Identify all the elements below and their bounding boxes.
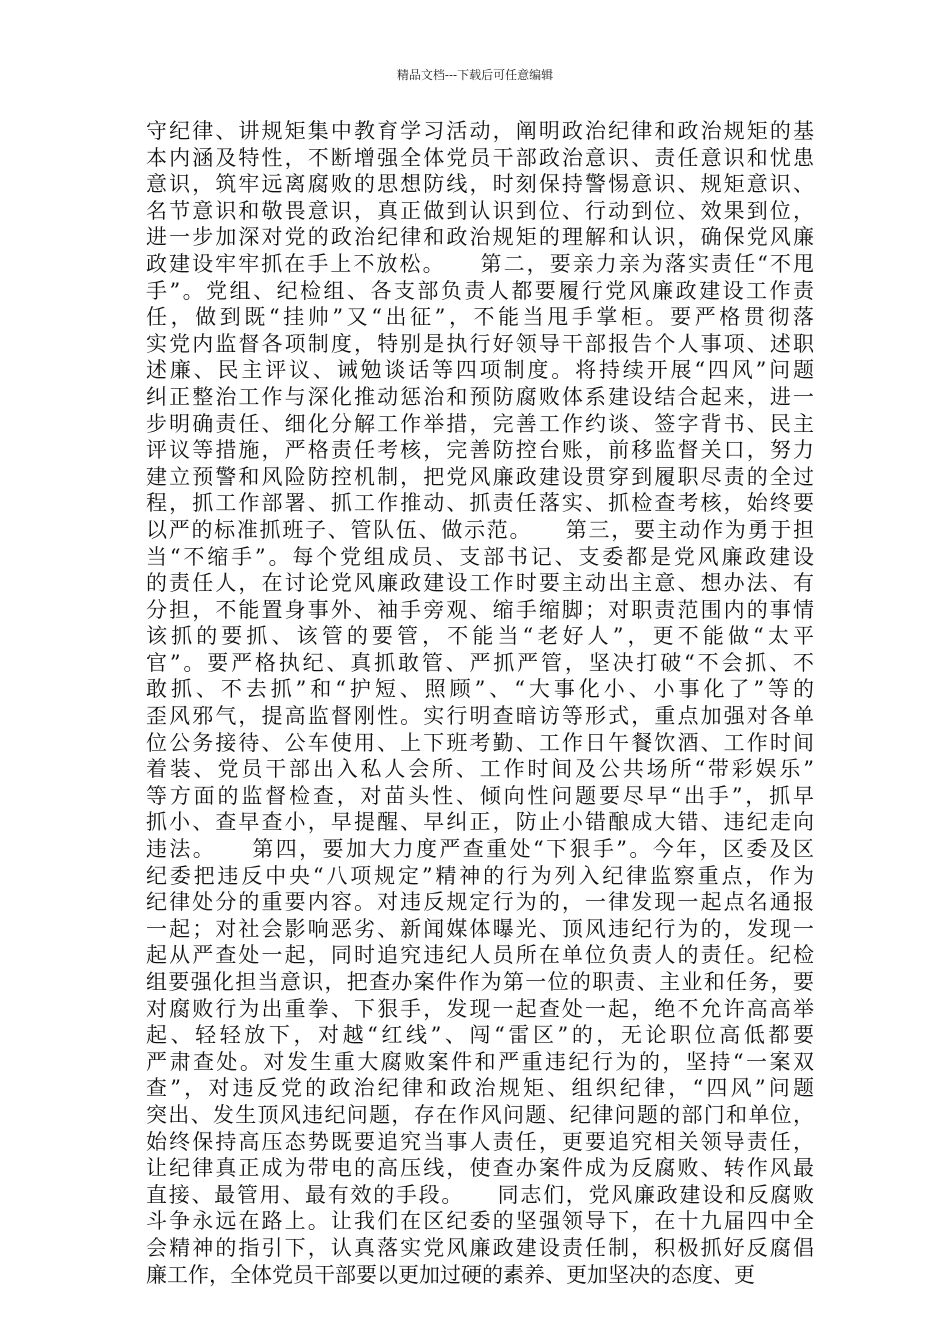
text-line: 当“不缩手”。每个党组成员、支部书记、支委都是党风廉政建设 — [146, 544, 814, 569]
text-line: 述廉、民主评议、诫勉谈话等四项制度。将持续开展“四风”问题 — [146, 358, 814, 383]
text-line: 位公务接待、公车使用、上下班考勤、工作日午餐饮酒、工作时间 — [146, 730, 814, 755]
text-line: 直接、最管用、最有效的手段。 同志们，党风廉政建设和反腐败 — [146, 1182, 814, 1207]
text-line: 对腐败行为出重拳、下狠手，发现一起查处一起，绝不允许高高举 — [146, 996, 814, 1021]
text-line: 突出、发生顶风违纪问题，存在作风问题、纪律问题的部门和单位， — [146, 1102, 814, 1127]
text-line: 起、轻轻放下，对越“红线”、闯“雷区”的，无论职位高低都要 — [146, 1023, 814, 1048]
text-line: 组要强化担当意识，把查办案件作为第一位的职责、主业和任务，要 — [146, 970, 814, 994]
text-line: 纪委把违反中央“八项规定”精神的行为列入纪律监察重点，作为 — [146, 863, 814, 888]
text-line: 等方面的监督检查，对苗头性、倾向性问题要尽早“出手”，抓早 — [146, 783, 814, 808]
text-line: 敢抓、不去抓”和“护短、照顾”、“大事化小、小事化了”等的 — [146, 677, 814, 702]
text-line: 查”，对违反党的政治纪律和政治规矩、组织纪律，“四风”问题 — [146, 1076, 814, 1101]
text-line: 手”。党组、纪检组、各支部负责人都要履行党风廉政建设工作责 — [146, 278, 814, 303]
text-line: 让纪律真正成为带电的高压线，使查办案件成为反腐败、转作风最 — [146, 1156, 814, 1181]
text-line: 起从严查处一起，同时追究违纪人员所在单位负责人的责任。纪检 — [146, 943, 814, 968]
document-body — [146, 118, 814, 1288]
text-line: 着装、党员干部出入私人会所、工作时间及公共场所“带彩娱乐” — [146, 757, 814, 782]
text-line: 步明确责任、细化分解工作举措，完善工作约谈、签字背书、民主 — [146, 411, 814, 436]
text-line: 意识，筑牢远离腐败的思想防线，时刻保持警惕意识、规矩意识、 — [146, 172, 814, 197]
page-header: 精品文档---下载后可任意编辑 — [396, 68, 554, 82]
text-line: 抓小、查早查小，早提醒、早纠正，防止小错酿成大错、违纪走向 — [146, 810, 814, 835]
text-line: 廉工作，全体党员干部要以更加过硬的素养、更加坚决的态度、更 — [146, 1262, 755, 1287]
text-line: 进一步加深对党的政治纪律和政治规矩的理解和认识，确保党风廉 — [146, 225, 814, 250]
text-line: 该抓的要抓、该管的要管，不能当“老好人”，更不能做“太平 — [146, 624, 814, 649]
text-line: 守纪律、讲规矩集中教育学习活动，阐明政治纪律和政治规矩的基 — [146, 119, 814, 143]
text-line: 斗争永远在路上。让我们在区纪委的坚强领导下，在十九届四中全 — [146, 1209, 814, 1234]
text-line: 严肃查处。对发生重大腐败案件和严重违纪行为的，坚持“一案双 — [146, 1049, 814, 1074]
text-line: 实党内监督各项制度，特别是执行好领导干部报告个人事项、述职 — [146, 331, 814, 356]
text-line: 会精神的指引下，认真落实党风廉政建设责任制，积极抓好反腐倡 — [146, 1235, 814, 1260]
text-line: 一起；对社会影响恶劣、新闻媒体曝光、顶风违纪行为的，发现一 — [146, 916, 814, 941]
text-line: 歪风邪气，提高监督刚性。实行明查暗访等形式，重点加强对各单 — [146, 704, 814, 729]
text-line: 评议等措施，严格责任考核，完善防控台账，前移监督关口，努力 — [146, 438, 814, 463]
text-line: 本内涵及特性，不断增强全体党员干部政治意识、责任意识和忧患 — [146, 145, 814, 170]
text-line: 政建设牢牢抓在手上不放松。 第二，要亲力亲为落实责任“不甩 — [146, 251, 814, 276]
text-line: 以严的标准抓班子、管队伍、做示范。 第三，要主动作为勇于担 — [146, 517, 814, 542]
text-line: 分担，不能置身事外、袖手旁观、缩手缩脚；对职责范围内的事情 — [146, 597, 814, 622]
text-line: 违法。 第四，要加大力度严查重处“下狠手”。今年，区委及区 — [146, 837, 814, 862]
text-line: 任，做到既“挂帅”又“出征”，不能当甩手掌柜。要严格贯彻落 — [146, 305, 814, 330]
text-line: 程，抓工作部署、抓工作推动、抓责任落实、抓检查考核，始终要 — [146, 491, 814, 516]
text-line: 纠正整治工作与深化推动惩治和预防腐败体系建设结合起来，进一 — [146, 384, 814, 409]
text-line: 建立预警和风险防控机制，把党风廉政建设贯穿到履职尽责的全过 — [146, 464, 814, 489]
text-line: 名节意识和敬畏意识，真正做到认识到位、行动到位、效果到位， — [146, 198, 814, 223]
text-line: 的责任人，在讨论党风廉政建设工作时要主动出主意、想办法、有 — [146, 571, 814, 596]
text-line: 官”。要严格执纪、真抓敢管、严抓严管，坚决打破“不会抓、不 — [146, 650, 814, 675]
text-line: 纪律处分的重要内容。对违反规定行为的，一律发现一起点名通报 — [146, 890, 814, 915]
text-line: 始终保持高压态势既要追究当事人责任，更要追究相关领导责任， — [146, 1129, 814, 1154]
